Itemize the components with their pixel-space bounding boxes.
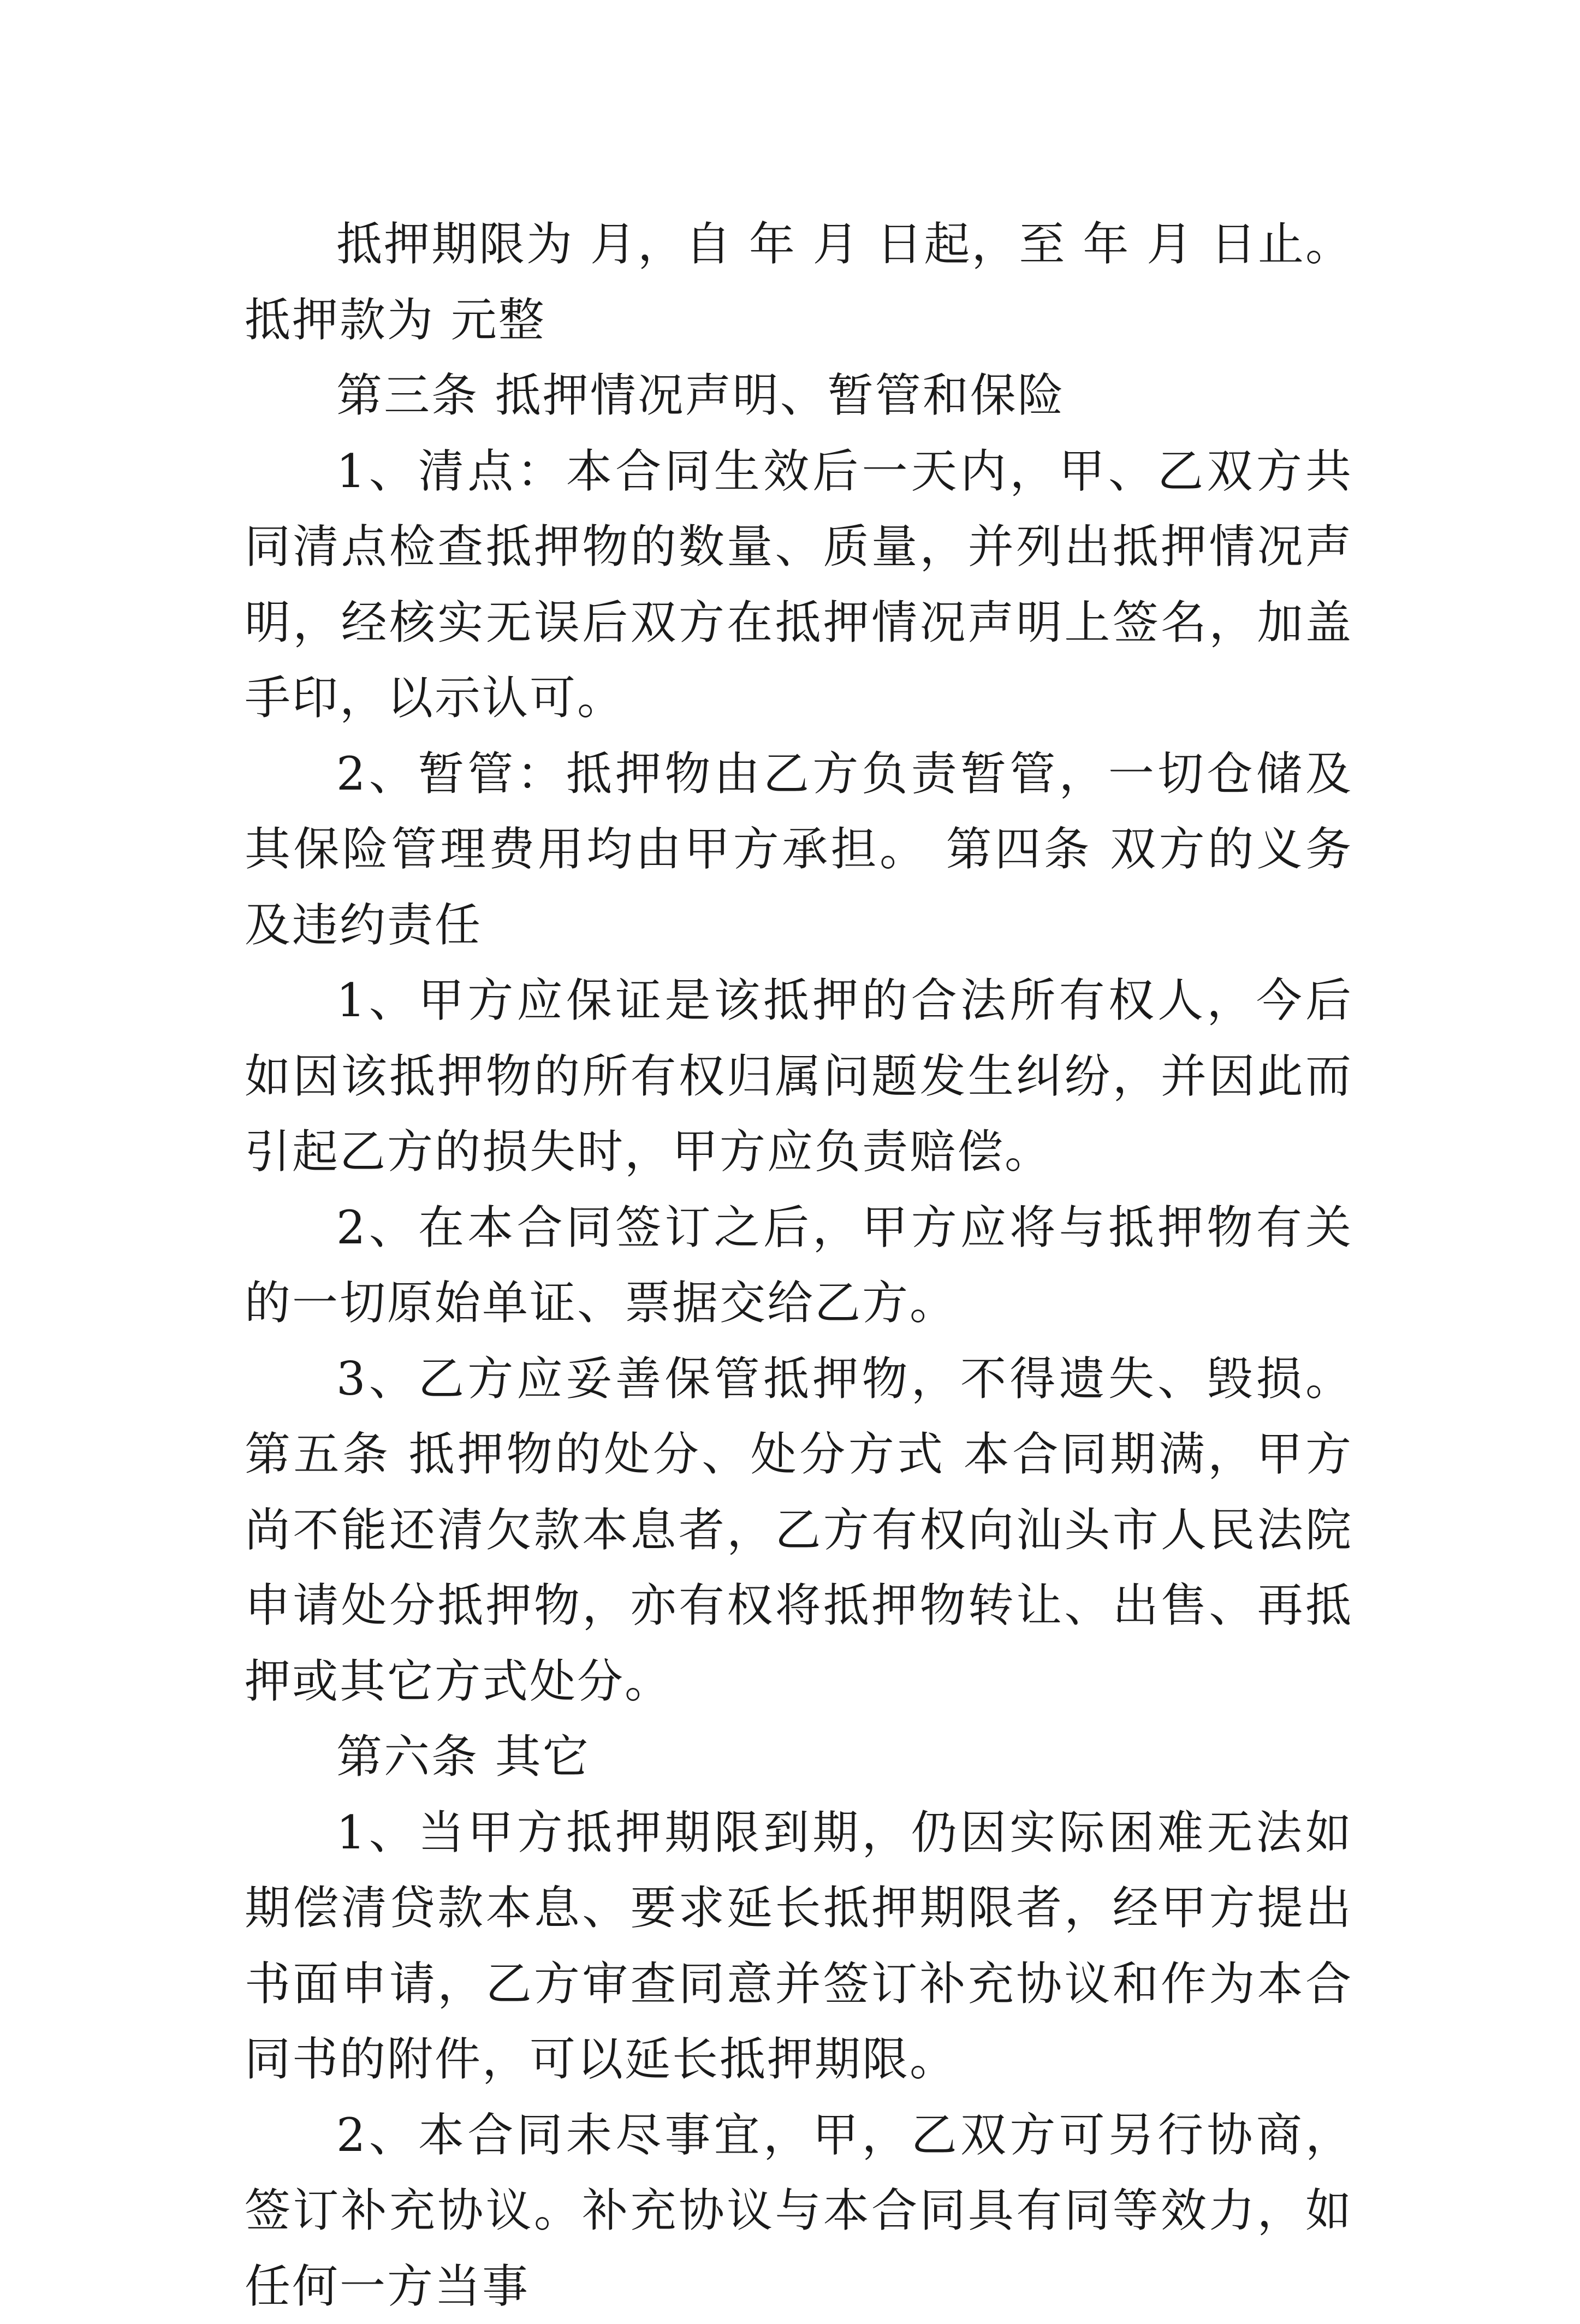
paragraph-custody: 2、暂管：抵押物由乙方负责暂管，一切仓储及其保险管理费用均由甲方承担。 第四条 双方的义务及违约责任 — [245, 736, 1353, 963]
paragraph-extension: 1、当甲方抵押期限到期，仍因实际困难无法如期偿清贷款本息、要求延长抵押期限者，经甲方提出书面申请，乙方审查同意并签订补充协议和作为本合同书的附件，可以延长抵押期限。 — [245, 1795, 1353, 2097]
heading-article-6: 第六条 其它 — [245, 1719, 1353, 1795]
paragraph-ownership-guarantee: 1、甲方应保证是该抵押的合法所有权人，今后如因该抵押物的所有权归属问题发生纠纷，并因此而引起乙方的损失时，甲方应负责赔偿。 — [245, 963, 1353, 1190]
paragraph-inventory: 1、清点：本合同生效后一天内，甲、乙双方共同清点检查抵押物的数量、质量，并列出抵押情况声明，经核实无误后双方在抵押情况声明上签名，加盖手印，以示认可。 — [245, 434, 1353, 736]
document-body — [245, 206, 1353, 2324]
heading-article-3: 第三条 抵押情况声明、暂管和保险 — [245, 358, 1353, 434]
paragraph-mortgage-term: 抵押期限为 月，自 年 月 日起，至 年 月 日止。 抵押款为 元整 — [245, 206, 1353, 358]
paragraph-safekeeping-disposal: 3、乙方应妥善保管抵押物，不得遗失、毁损。 第五条 抵押物的处分、处分方式 本合同期满，甲方尚不能还清欠款本息者，乙方有权向汕头市人民法院申请处分抵押物，亦有权将抵押物转让、出售、再抵押或其它方式处分。 — [245, 1341, 1353, 1720]
paragraph-documents-handover: 2、在本合同签订之后，甲方应将与抵押物有关的一切原始单证、票据交给乙方。 — [245, 1190, 1353, 1341]
paragraph-supplementary-agreement: 2、本合同未尽事宜，甲，乙双方可另行协商，签订补充协议。补充协议与本合同具有同等效力，如任何一方当事 — [245, 2097, 1353, 2324]
